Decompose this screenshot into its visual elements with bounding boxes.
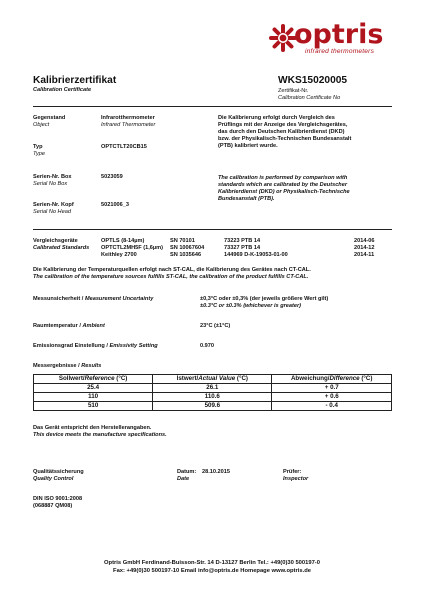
- description-de-line: (PTB) kalibriert wurde.: [218, 142, 278, 149]
- serial-head-value: 5021006_3: [101, 202, 129, 208]
- serial-head-label-en: Serial No Head: [33, 209, 71, 215]
- logo-wordmark: optris: [294, 19, 384, 50]
- standard-device: OPTLS (8-14µm): [101, 238, 145, 244]
- actual-cell: 26.1: [153, 384, 272, 393]
- uncertainty-label: Messunsicherheit /: [33, 296, 84, 302]
- description-de-line: das durch den Deutschen Kalibrierdienst (DKD): [218, 128, 345, 135]
- uncertainty-label-row: [33, 296, 153, 303]
- results-label-en: Results: [81, 363, 102, 369]
- col-actual-en: Actual Value: [198, 375, 236, 383]
- certificate-number-label-en: Calibration Certificate No: [278, 95, 341, 101]
- object-label: Gegenstand: [33, 115, 66, 121]
- standard-device: Keithley 2700: [101, 252, 137, 258]
- description-en-line: Kalibrierdienst (DKD) or Physikalisch-Technische: [218, 188, 350, 195]
- standard-serial: SN 10067604: [170, 245, 205, 251]
- qc-label: Qualitätssicherung: [33, 469, 84, 475]
- serial-box-label: Serien-Nr. Box: [33, 174, 72, 180]
- table-row: [34, 393, 392, 402]
- date-label-en: Date: [177, 476, 190, 482]
- description-en: [218, 175, 398, 203]
- ambient-label-en: Ambient: [82, 323, 105, 329]
- col-difference-unit: (°C): [361, 375, 373, 383]
- results-table: [33, 374, 392, 411]
- ambient-value: 23°C (±1°C): [200, 323, 231, 329]
- description-de-line: Prüflings mit der Anzeige des Vergleichsgerätes,: [218, 121, 348, 128]
- optris-logo: [268, 19, 408, 58]
- calibration-note-en: The calibration of the temperature sources fulfills ST-CAL, the calibration of the product fulfills CT-CAL.: [33, 274, 309, 280]
- col-actual-de: Istwert/: [176, 375, 199, 383]
- object-value: Infrarotthermometer: [101, 115, 155, 121]
- type-label: Typ: [33, 144, 43, 150]
- standard-date: 2014-06: [354, 238, 375, 244]
- standard-reference: 73327 PTB 14: [224, 245, 261, 251]
- object-value-en: Infrared Thermometer: [101, 122, 156, 128]
- standard-serial: SN 70101: [170, 238, 195, 244]
- reference-cell: 25.4: [34, 384, 153, 393]
- standard-reference: 73223 PTB 14: [224, 238, 261, 244]
- calibration-note-de: Die Kalibrierung der Temperaturquellen erfolgt nach ST-CAL, die Kalibrierung des Gerätes nach CT-CAL.: [33, 267, 311, 273]
- actual-cell: 509.6: [153, 402, 272, 411]
- difference-cell: - 0.4: [272, 402, 392, 411]
- serial-head-label: Serien-Nr. Kopf: [33, 202, 74, 208]
- col-actual: [153, 375, 272, 384]
- qc-label-en: Quality Control: [33, 476, 74, 482]
- description-en-line: The calibration is performed by comparison with: [218, 175, 348, 181]
- certificate-number: WKS15020005: [278, 75, 348, 86]
- iso-registration: (068887 QM08): [33, 503, 73, 509]
- inspector-label: Prüfer:: [283, 469, 302, 475]
- col-difference-de: Abweichung/: [290, 375, 330, 383]
- col-difference: [272, 375, 392, 384]
- description-de-line: Die Kalibrierung erfolgt durch Vergleich des: [218, 115, 335, 121]
- description-de-line: bzw. der Physikalisch-Technischen Bundesanstalt: [218, 135, 352, 142]
- object-label-en: Object: [33, 122, 50, 128]
- standard-reference: 144969 D-K-19053-01-00: [224, 252, 288, 258]
- emissivity-label: Emissionsgrad Einstellung /: [33, 343, 108, 349]
- results-label: Messergebnisse /: [33, 363, 80, 369]
- date-value: 28.10.2015: [202, 469, 230, 475]
- type-label-en: Type: [33, 151, 46, 157]
- serial-box-label-en: Serial No Box: [33, 181, 68, 187]
- certificate-number-label: Zertifikat-Nr.: [278, 88, 309, 94]
- ambient-label: Raumtemperatur /: [33, 323, 81, 329]
- description-en-line: standards which are calibrated by the Deutscher: [218, 181, 348, 188]
- page-title: Kalibrierzertifikat: [33, 75, 117, 86]
- uncertainty-value-en: ±0.3°C or ±0.3% (whichever is greater): [200, 303, 302, 309]
- reference-cell: 110: [34, 393, 153, 402]
- table-row: [34, 384, 392, 393]
- results-header-row: [34, 375, 392, 384]
- difference-cell: + 0.6: [272, 393, 392, 402]
- results-label-row: [33, 363, 101, 370]
- reference-cell: 510: [34, 402, 153, 411]
- standard-device: OPTCTL2MH5F (1,6µm): [101, 245, 163, 251]
- uncertainty-label-en: Measurement Uncertainty: [84, 296, 154, 302]
- footer-contact: Fax: +49(0)30 500197-10 Email info@optris.de Homepage www.optris.de: [113, 568, 311, 574]
- serial-box-value: 5023059: [101, 174, 123, 180]
- page-title-en: Calibration Certificate: [33, 87, 92, 93]
- description-en-line: Bundesanstalt (PTB).: [218, 195, 275, 202]
- col-difference-en: Difference: [329, 375, 360, 383]
- standard-date: 2014-12: [354, 245, 375, 251]
- col-reference-unit: (°C): [116, 375, 128, 383]
- standards-label: Vergleichsgeräte: [33, 238, 78, 244]
- standard-date: 2014-11: [354, 252, 375, 258]
- logo-subtitle: infrared thermometers: [305, 48, 375, 55]
- standard-serial: SN 1035646: [170, 252, 202, 258]
- description-de: [218, 115, 398, 150]
- conformity-de: Das Gerät entspricht den Herstellerangaben.: [33, 425, 152, 431]
- conformity-en: This device meets the manufacture specifications.: [33, 432, 167, 438]
- emissivity-label-en: Emissivity Setting: [109, 343, 158, 349]
- uncertainty-value: ±0,3°C oder ±0,3% (der jeweils größere Wert gilt): [200, 296, 329, 302]
- inspector-label-en: Inspector: [283, 476, 309, 482]
- header-rule: [33, 106, 392, 107]
- standards-label-en: Calibrated Standards: [33, 245, 90, 251]
- actual-cell: 110.6: [153, 393, 272, 402]
- iso-standard: DIN ISO 9001:2008: [33, 496, 83, 502]
- col-actual-unit: (°C): [236, 375, 248, 383]
- ambient-label-row: [33, 323, 105, 330]
- type-value: OPTCTLT20CB15: [101, 144, 147, 150]
- section-rule: [33, 229, 392, 230]
- col-reference-en: Reference: [84, 375, 115, 383]
- emissivity-value: 0.970: [200, 343, 214, 349]
- footer-address: Optris GmbH Ferdinand-Buisson-Str. 14 D-13127 Berlin Tel.: +49(0)30 500197-0: [104, 560, 320, 566]
- date-label: Datum:: [177, 469, 197, 475]
- difference-cell: + 0.7: [272, 384, 392, 393]
- col-reference: [34, 375, 153, 384]
- table-row: [34, 402, 392, 411]
- emissivity-label-row: [33, 343, 158, 350]
- col-reference-de: Sollwert/: [58, 375, 85, 383]
